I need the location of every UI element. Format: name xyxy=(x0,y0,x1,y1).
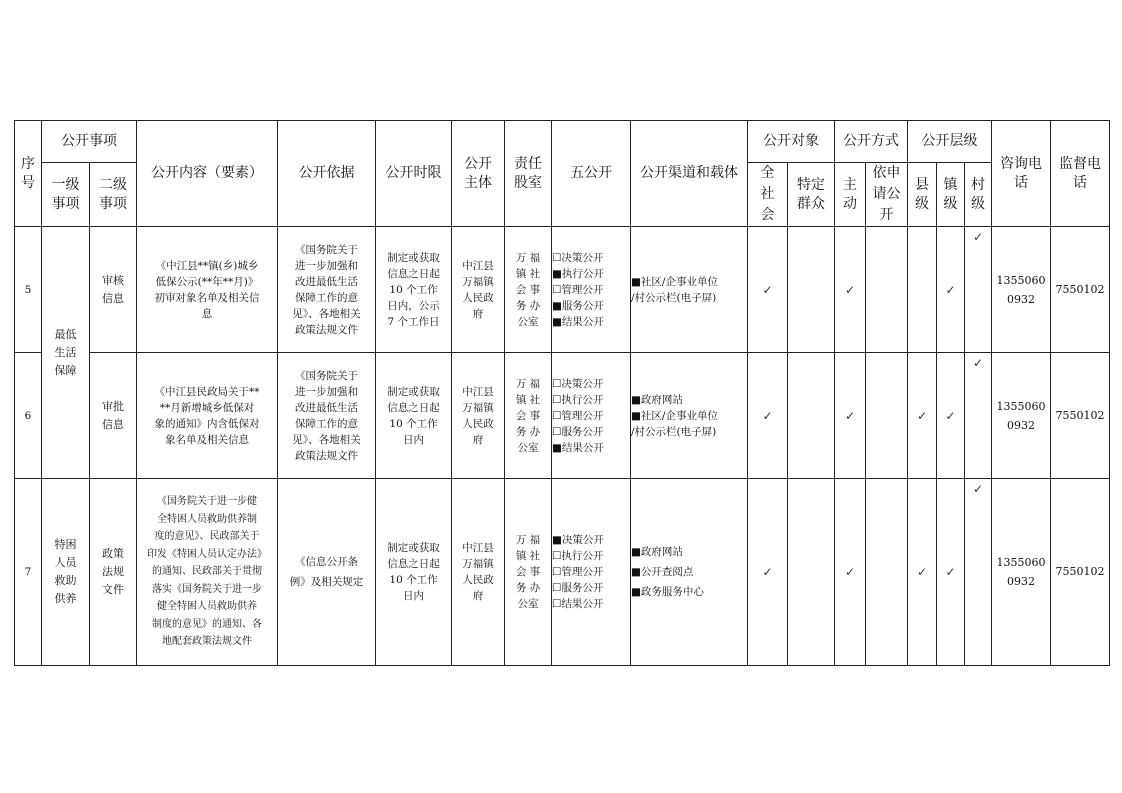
row-target-all: ✓ xyxy=(748,353,788,479)
row-subject: 中江县 万福镇 人民政 府 xyxy=(452,227,505,353)
row-basis: 《国务院关于 进一步加强和 改进最低生活 保障工作的意 见》、各地相关 政策法规文件 xyxy=(278,227,376,353)
table-row xyxy=(15,227,1110,353)
header-method-active: 主 动 xyxy=(835,163,866,227)
channel-item: ■政府网站 xyxy=(631,393,683,406)
row-seq: 5 xyxy=(15,227,42,353)
row-level-town: ✓ xyxy=(937,479,965,666)
row-level-town: ✓ xyxy=(937,227,965,353)
five-item: ■服务公开 xyxy=(552,299,604,312)
row-consult-phone: 1355060 0932 xyxy=(992,227,1051,353)
disclosure-table xyxy=(14,120,1110,666)
table-row xyxy=(15,479,1110,666)
row-target-specific xyxy=(788,479,835,666)
header-seq xyxy=(15,121,42,227)
row-basis: 《信息公开条 例》及相关规定 xyxy=(278,479,376,666)
five-item: ☐执行公开 xyxy=(552,550,604,562)
row-subject: 中江县 万福镇 人民政 府 xyxy=(452,353,505,479)
row-channel xyxy=(631,479,748,666)
five-item: ☐决策公开 xyxy=(552,377,604,390)
village-check: ✓ xyxy=(972,482,984,496)
five-item: ■执行公开 xyxy=(552,267,604,280)
header-supervise-phone: 监督电 话 xyxy=(1051,121,1110,227)
header-row-1 xyxy=(15,121,1110,163)
row-dept: 万 福 镇 社 会 事 务 办 公室 xyxy=(505,479,552,666)
row-method-request xyxy=(866,227,908,353)
row-supervise-phone: 7550102 xyxy=(1051,227,1110,353)
row-level-village xyxy=(965,479,992,666)
row-supervise-phone: 7550102 xyxy=(1051,353,1110,479)
header-target-all: 全 社 会 xyxy=(748,163,788,227)
header-subject: 公开 主体 xyxy=(452,121,505,227)
row-seq: 6 xyxy=(15,353,42,479)
row-time-limit: 制定或获取 信息之日起 10 个工作 日内 xyxy=(376,353,452,479)
row-level-county: ✓ xyxy=(908,479,937,666)
channel-item: ■公开查阅点 xyxy=(631,566,694,578)
row-five-public xyxy=(552,227,631,353)
header-five-public: 五公开 xyxy=(552,121,631,227)
row-content: 《中江县**镇(乡)城乡 低保公示(**年**月)》 初审对象名单及相关信 息 xyxy=(137,227,278,353)
five-item: ■结果公开 xyxy=(552,315,604,328)
row-level-town: ✓ xyxy=(937,353,965,479)
row-time-limit: 制定或获取 信息之日起 10 个工作 日内，公示 7 个工作日 xyxy=(376,227,452,353)
row-content: 《中江县民政局关于** **月新增城乡低保对 象的通知》内含低保对 象名单及相关信息 xyxy=(137,353,278,479)
row-method-request xyxy=(866,353,908,479)
header-public-item: 公开事项 xyxy=(42,121,137,163)
row-level-county: ✓ xyxy=(908,353,937,479)
row-target-all: ✓ xyxy=(748,227,788,353)
header-level-county: 县 级 xyxy=(908,163,937,227)
header-target-specific: 特定 群众 xyxy=(788,163,835,227)
table-row xyxy=(15,353,1110,479)
header-time-limit: 公开时限 xyxy=(376,121,452,227)
five-item: ☐服务公开 xyxy=(552,425,604,438)
channel-item: /村公示栏(电子屏) xyxy=(631,291,717,304)
five-item: ☐结果公开 xyxy=(552,598,604,610)
row-basis: 《国务院关于 进一步加强和 改进最低生活 保障工作的意 见》、各地相关 政策法规文件 xyxy=(278,353,376,479)
header-consult-phone: 咨询电 话 xyxy=(992,121,1051,227)
row-level-village xyxy=(965,353,992,479)
row-target-specific xyxy=(788,227,835,353)
row-target-specific xyxy=(788,353,835,479)
row-level2: 政策 法规 文件 xyxy=(90,479,137,666)
channel-item: ■社区/企事业单位 xyxy=(631,409,718,422)
row-target-all: ✓ xyxy=(748,479,788,666)
row-consult-phone: 1355060 0932 xyxy=(992,353,1051,479)
row-channel xyxy=(631,227,748,353)
header-channel: 公开渠道和载体 xyxy=(631,121,748,227)
header-level-village: 村 级 xyxy=(965,163,992,227)
header-dept: 责任 股室 xyxy=(505,121,552,227)
channel-item: ■政府网站 xyxy=(631,546,683,558)
header-content: 公开内容（要素） xyxy=(137,121,278,227)
row-time-limit: 制定或获取 信息之日起 10 个工作 日内 xyxy=(376,479,452,666)
row-consult-phone: 1355060 0932 xyxy=(992,479,1051,666)
header-method: 公开方式 xyxy=(835,121,908,163)
header-level: 公开层级 xyxy=(908,121,992,163)
five-item: ☐服务公开 xyxy=(552,582,604,594)
row-subject: 中江县 万福镇 人民政 府 xyxy=(452,479,505,666)
row-level2: 审批 信息 xyxy=(90,353,137,479)
row-level-village xyxy=(965,227,992,353)
row-dept: 万 福 镇 社 会 事 务 办 公室 xyxy=(505,227,552,353)
row-content: 《国务院关于进一步健 全特困人员救助供养制 度的意见》、民政部关于 印发《特困人员认定办法》 的通知、民政部关于贯彻 落实《国务院关于进一步 健全特困人员救助供养 制度的意见》的通知、各 地配套政策法规文件 xyxy=(137,479,278,666)
header-target: 公开对象 xyxy=(748,121,835,163)
village-check: ✓ xyxy=(972,356,984,370)
header-level2: 二级 事项 xyxy=(90,163,137,227)
row-five-public xyxy=(552,353,631,479)
row-level1: 最低 生活 保障 xyxy=(42,227,90,479)
row-method-active: ✓ xyxy=(835,227,866,353)
row-channel xyxy=(631,353,748,479)
header-level1: 一级 事项 xyxy=(42,163,90,227)
five-item: ☐执行公开 xyxy=(552,393,604,406)
row-dept: 万 福 镇 社 会 事 务 办 公室 xyxy=(505,353,552,479)
row-method-active: ✓ xyxy=(835,353,866,479)
five-item: ☐管理公开 xyxy=(552,409,604,422)
channel-item: ■社区/企事业单位 xyxy=(631,275,718,288)
channel-item: ■政务服务中心 xyxy=(631,586,704,598)
channel-item: /村公示栏(电子屏) xyxy=(631,425,717,438)
header-seq-text: 序 号 xyxy=(21,155,35,191)
five-item: ☐管理公开 xyxy=(552,566,604,578)
row-level2: 审核 信息 xyxy=(90,227,137,353)
five-item: ■决策公开 xyxy=(552,534,604,546)
village-check: ✓ xyxy=(972,230,984,244)
row-seq: 7 xyxy=(15,479,42,666)
five-item: ☐决策公开 xyxy=(552,251,604,264)
row-five-public xyxy=(552,479,631,666)
row-supervise-phone: 7550102 xyxy=(1051,479,1110,666)
row-level-county xyxy=(908,227,937,353)
row-method-active: ✓ xyxy=(835,479,866,666)
header-level-town: 镇 级 xyxy=(937,163,965,227)
five-item: ■结果公开 xyxy=(552,441,604,454)
row-level1: 特困 人员 救助 供养 xyxy=(42,479,90,666)
row-method-request xyxy=(866,479,908,666)
five-item: ☐管理公开 xyxy=(552,283,604,296)
header-basis: 公开依据 xyxy=(278,121,376,227)
header-method-request: 依申 请公 开 xyxy=(866,163,908,227)
